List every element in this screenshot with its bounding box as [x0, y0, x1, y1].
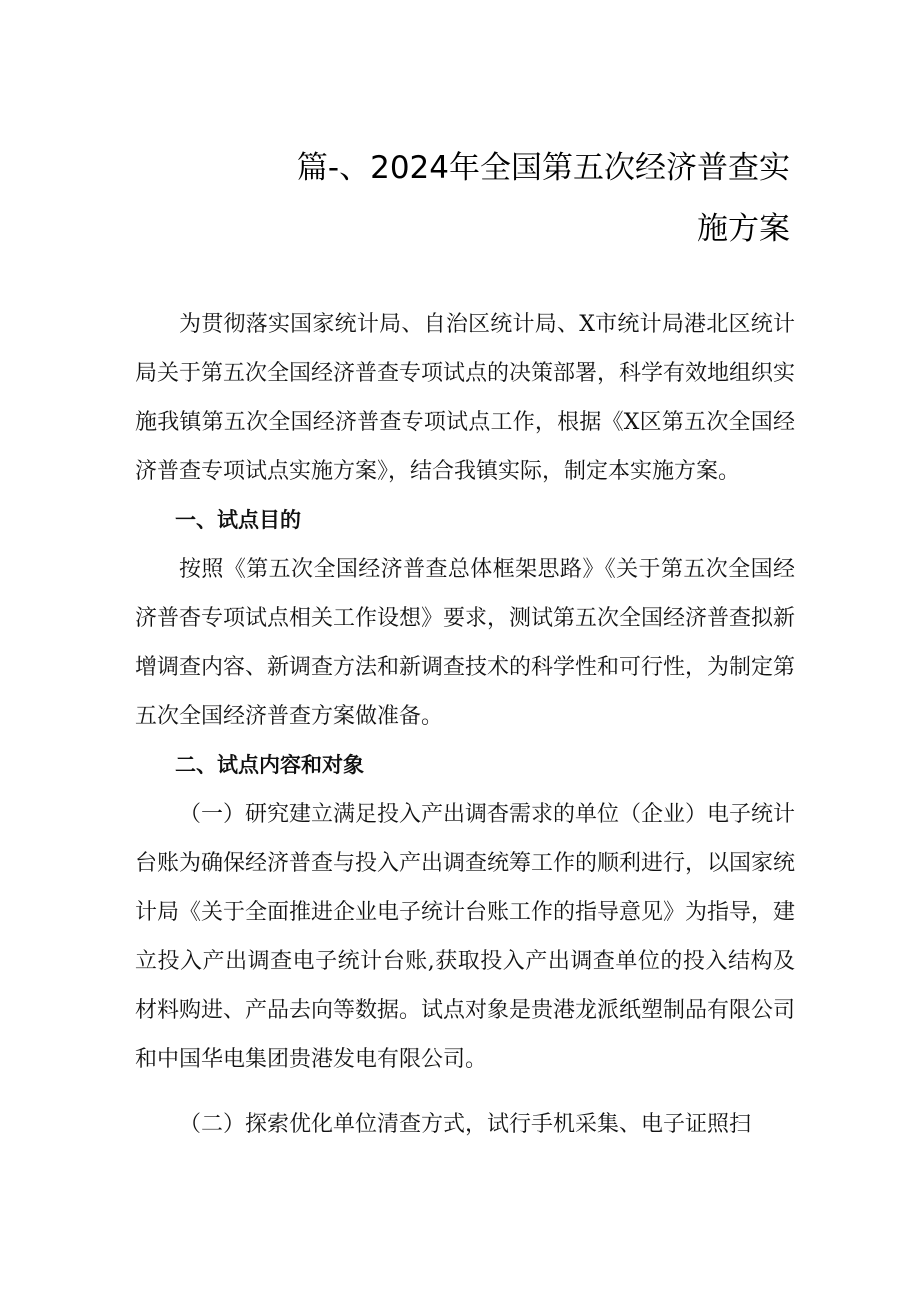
section2-item1-paragraph: （一）研究建立满足投入产出调杳需求的单位（企业）电子统计台账为确保经济普查与投入产出调查统筹工作的顺利进行，以国家统计局《关于全面推进企业电子统计台账工作的指导意见》为指导，建立投入产出调查电子统计台账,获取投入产出调查单位的投入结构及材料购进、产品去向等数据。试点对象是贵港龙派纸塑制品有限公司和中国华电集团贵港发电有限公司。 [135, 802, 796, 1072]
section1-heading: 一、试点目的 [175, 508, 301, 532]
document-body [135, 300, 795, 1149]
document-title-line2: 施方案 [697, 211, 790, 247]
paragraph-gap [135, 1084, 795, 1100]
section2-heading: 二、试点内容和对象 [175, 753, 364, 777]
intro-paragraph: 为贯彻落实国家统计局、自治区统计局、X市统计局港北区统计局关于第五次全国经济普查专项试点的决策部署，科学有效地组织实施我镇第五次全国经济普查专项试点工作，根据《X区第五次全国经济普查专项试点实施方案》，结合我镇实际，制定本实施方案。 [135, 312, 796, 484]
section1-paragraph: 按照《第五次全国经济普查总体框架思路》《关于第五次全国经济普杳专项试点相关工作设想》要求，测试第五次全国经济普查拟新增调查内容、新调查方法和新调查技术的科学性和可行性，为制定第五次全国经济普查方案做准备。 [135, 557, 796, 729]
document-title-line1: 篇-、2024年全国第五次经济普查实 [296, 150, 790, 186]
section2-item2-paragraph: （二）探索优化单位清查方式，试行手机采集、电子证照扫 [179, 1112, 752, 1137]
